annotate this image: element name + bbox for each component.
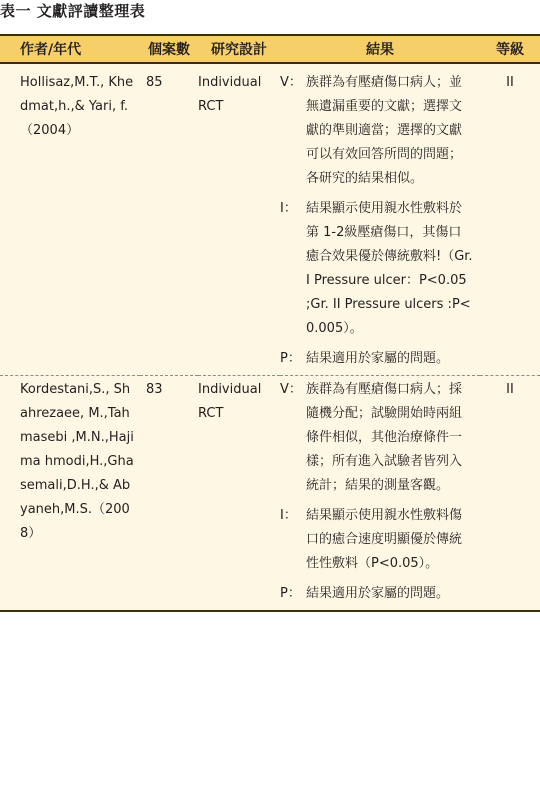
header-author-year: 作者/年代	[20, 42, 82, 58]
cell-grade: II	[506, 75, 514, 90]
result-text-i: 結果顯示使用親水性敷料於第 1-2級壓瘡傷口，其傷口癒合效果優於傳統敷料!（Gr. I Pressure ulcer：P<0.05 ;Gr. II Pressure ulcers :P<0.005）。	[306, 201, 473, 336]
result-label-i: I：	[280, 201, 297, 216]
cell-case-count: 83	[146, 382, 163, 397]
cell-case-count: 85	[146, 75, 163, 90]
table-header-row	[0, 35, 540, 63]
header-results: 結果	[366, 42, 394, 58]
result-text-v: 族群為有壓瘡傷口病人；並無遺漏重要的文獻；選擇文獻的準則適當；選擇的文獻可以有效回答所問的問題；各研究的結果相似。	[306, 75, 463, 186]
result-practicability	[280, 347, 480, 371]
cell-results	[280, 376, 480, 612]
cell-author-year: Kordestani,S., Shahrezaee, M.,Tahmasebi ,M.N.,Hajima hmodi,H.,Gha semali,D.H.,& Abyaneh,M.S.（2008）	[20, 382, 134, 541]
header-grade: 等級	[496, 42, 524, 58]
result-text-p: 結果適用於家屬的問題。	[306, 351, 450, 366]
cell-study-design: Individual RCT	[198, 75, 262, 114]
result-text-i: 結果顯示使用親水性敷料傷口的癒合速度明顯優於傳統性性敷料（P<0.05）。	[306, 508, 463, 571]
result-label-v: V：	[280, 75, 302, 90]
cell-author-year: Hollisaz,M.T., Khedmat,h.,& Yari, f.（2004）	[20, 75, 134, 138]
result-importance	[280, 504, 480, 576]
result-validity	[280, 71, 480, 191]
result-importance	[280, 197, 480, 341]
cell-results	[280, 63, 480, 376]
result-label-p: P：	[280, 351, 301, 366]
table-row	[0, 63, 540, 376]
table-caption: 表一 文獻評讀整理表	[0, 2, 146, 20]
result-practicability	[280, 582, 480, 606]
header-study-design: 研究設計	[211, 42, 267, 58]
literature-review-table	[0, 34, 540, 612]
header-case-count: 個案數	[148, 42, 190, 58]
result-label-v: V：	[280, 382, 302, 397]
result-label-p: P：	[280, 586, 301, 601]
result-text-v: 族群為有壓瘡傷口病人；採隨機分配；試驗開始時兩組條件相似，其他治療條件一樣；所有進入試驗者皆列入統計；結果的測量客觀。	[306, 382, 463, 493]
result-label-i: I：	[280, 508, 297, 523]
table-row	[0, 376, 540, 612]
result-validity	[280, 378, 480, 498]
cell-study-design: Individual RCT	[198, 382, 262, 421]
cell-grade: II	[506, 382, 514, 397]
result-text-p: 結果適用於家屬的問題。	[306, 586, 450, 601]
